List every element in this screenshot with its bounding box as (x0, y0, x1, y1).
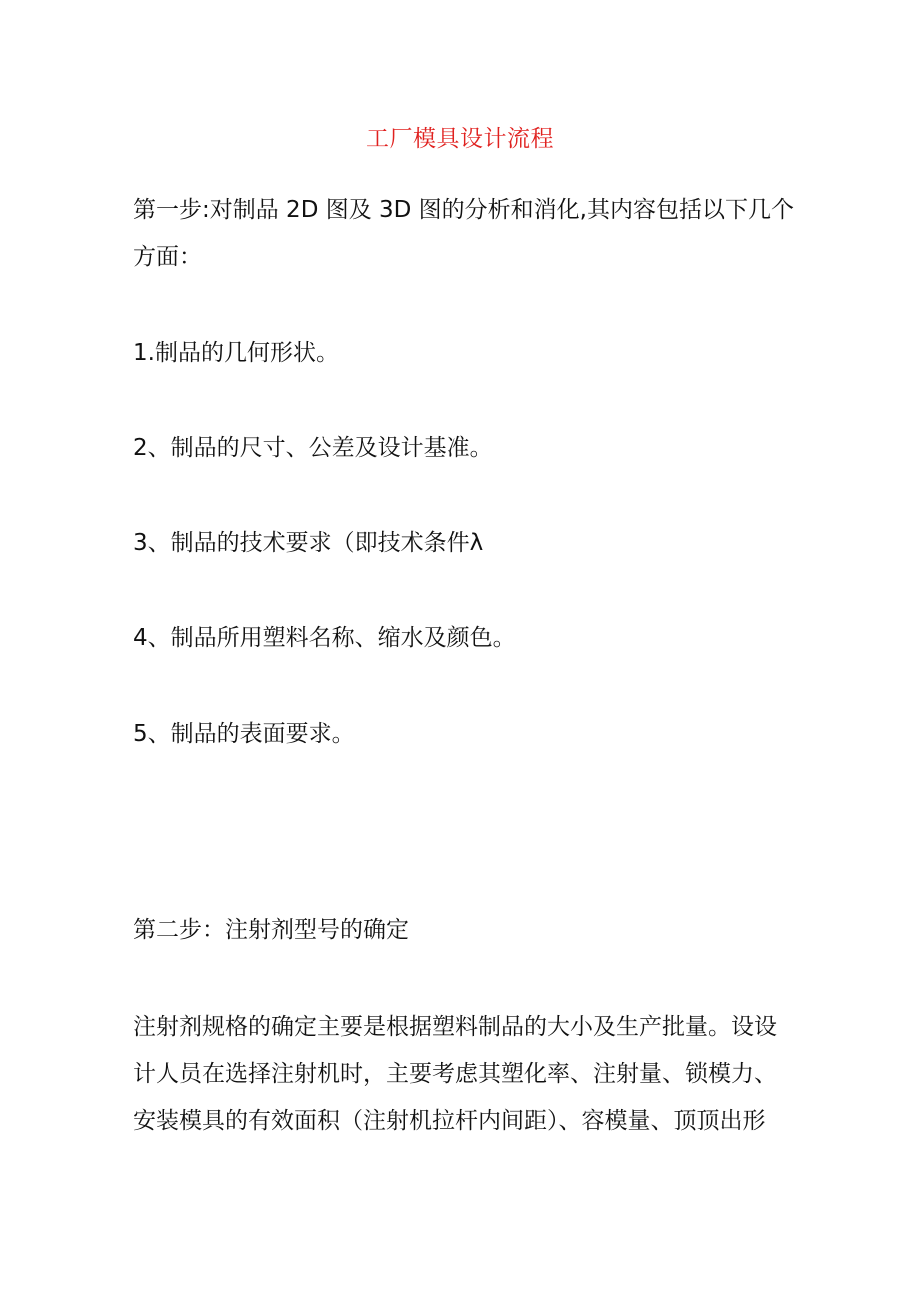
step1-heading-line2: 方面： (133, 244, 202, 270)
step2-body (133, 1004, 803, 1145)
list-item: 1.制品的几何形状。 (133, 340, 339, 366)
list-item: 5、制品的表面要求。 (133, 721, 355, 747)
step2-body-line3: 安装模具的有效面积（注射机拉杆内间距）、容模量、顶顶出形 (133, 1108, 766, 1134)
list-item: 2、制品的尺寸、公差及设计基准。 (133, 435, 493, 461)
step1-heading-line1: 第一步:对制品 2D 图及 3D 图的分析和消化,其内容包括以下几个 (133, 197, 794, 223)
step2-body-line2: 计人员在选择注射机时，主要考虑其塑化率、注射量、锁模力、 (133, 1061, 777, 1087)
list-item: 3、制品的技术要求（即技术条件λ (133, 530, 484, 556)
step1-heading (133, 187, 803, 281)
document-title: 工厂模具设计流程 (366, 126, 554, 152)
step2-heading: 第二步：注射剂型号的确定 (133, 917, 409, 943)
step2-body-line1: 注射剂规格的确定主要是根据塑料制品的大小及生产批量。设设 (133, 1014, 777, 1040)
list-item: 4、制品所用塑料名称、缩水及颜色。 (133, 625, 516, 651)
